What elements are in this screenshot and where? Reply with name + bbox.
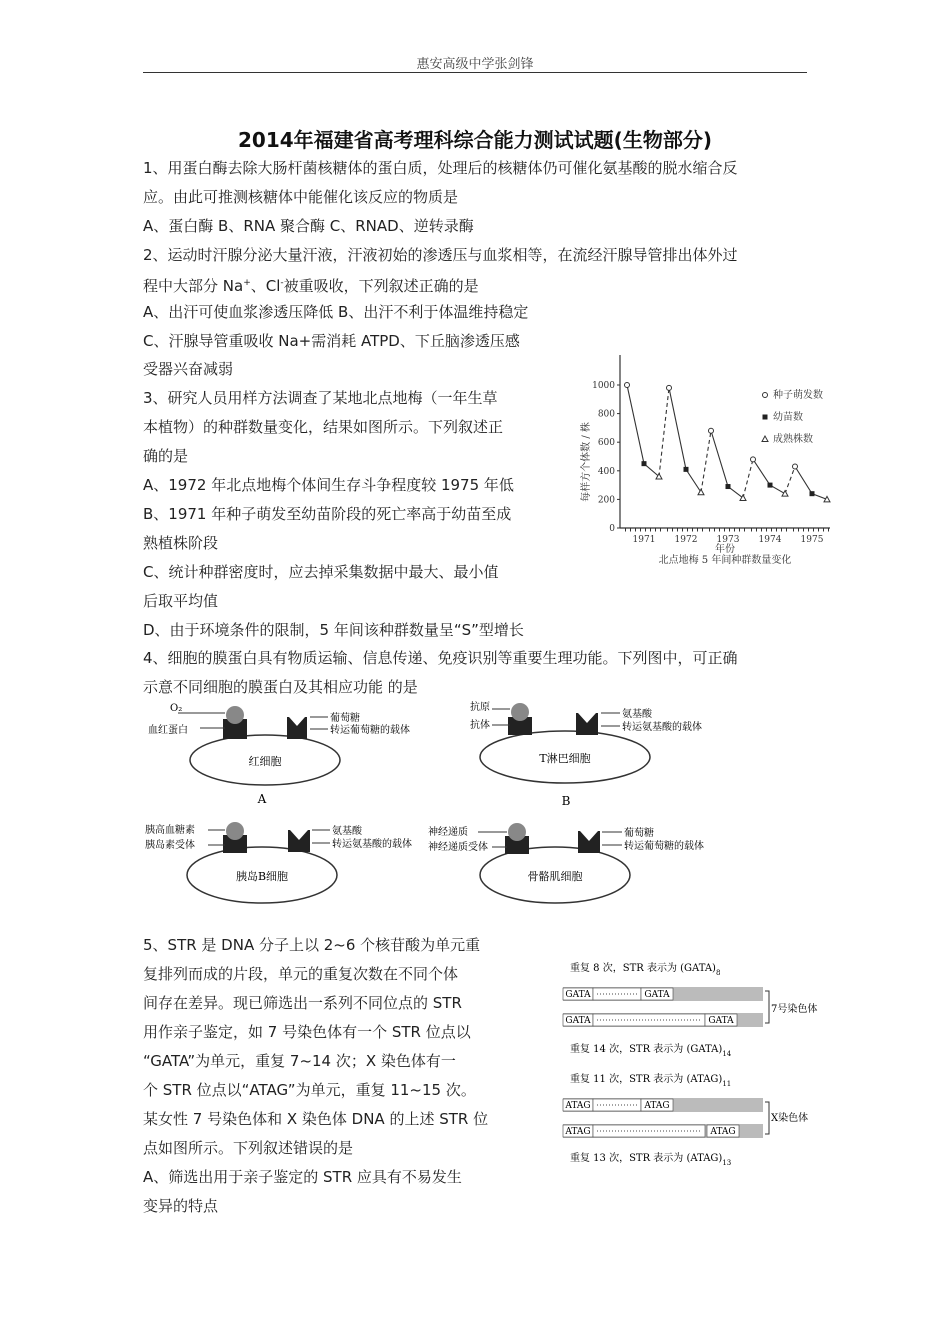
chart-ylabel: 每样方个体数 / 株 xyxy=(581,422,592,502)
series-line-within-year xyxy=(669,388,701,492)
q1-line2: 应。由此可推测核糖体中能催化该反应的物质是 xyxy=(143,188,459,206)
panel-c-cell-label: 胰岛B细胞 xyxy=(235,870,289,883)
y-tick-label: 800 xyxy=(597,409,615,420)
q2-options-ab: A、出汗可使血浆渗透压降低 B、出汗不利于体温维持稳定 xyxy=(143,303,529,321)
q2-line2 xyxy=(143,272,479,297)
series-line-between-years xyxy=(659,388,669,477)
panel-a-left-label2: 血红蛋白 xyxy=(148,725,188,736)
str-chr7-name: 7号染色体 xyxy=(771,1004,818,1015)
panel-d-left-label1: 神经递质 xyxy=(428,827,468,838)
page-header: 惠安高级中学张剑锋 xyxy=(416,57,534,72)
x-tick-label: 1973 xyxy=(716,535,740,545)
panel-a-cell-label: 红细胞 xyxy=(248,755,282,768)
panel-b-right-label1: 氨基酸 xyxy=(622,709,652,720)
panel-c-glucagon xyxy=(226,822,244,840)
panel-a xyxy=(148,703,410,806)
str-chrx-name: X染色体 xyxy=(771,1113,809,1124)
panel-c xyxy=(145,822,412,903)
series-line-within-year xyxy=(753,459,785,493)
panel-b-left-label1: 抗原 xyxy=(470,702,490,713)
q2-line2-b: 、Cl xyxy=(250,277,281,295)
q3-line2: 本植物）的种群数量变化，结果如图所示。下列叙述正 xyxy=(143,418,504,436)
q2-sup-plus: + xyxy=(243,278,251,288)
y-tick-label: 600 xyxy=(597,438,615,449)
q5-line6: 个 STR 位点以“ATAG”为单元，重复 11~15 次。 xyxy=(143,1081,476,1099)
str-chr7-unit2-left: GATA xyxy=(565,1016,591,1026)
header-rule xyxy=(143,72,807,73)
q2-option-c1: C、汗腺导管重吸收 Na+需消耗 ATPD、下丘脑渗透压感 xyxy=(143,332,520,350)
legend-label: 种子萌发数 xyxy=(773,390,823,401)
x-tick-label: 1975 xyxy=(800,535,824,545)
q5-line1: 5、STR 是 DNA 分子上以 2~6 个核苷酸为单元重 xyxy=(143,936,481,954)
q3-option-c1: C、统计种群密度时，应去掉采集数据中最大、最小值 xyxy=(143,563,499,581)
str-chrx-unit1-right: ATAG xyxy=(644,1101,670,1111)
str-chrx-unit2-right: ATAG xyxy=(710,1127,736,1137)
q3-option-a: A、1972 年北点地梅个体间生存斗争程度较 1975 年低 xyxy=(143,476,514,494)
panel-a-letter: A xyxy=(257,792,267,806)
seedling-point xyxy=(810,491,815,496)
panel-d-right-label2: 转运葡萄糖的载体 xyxy=(624,841,704,852)
q2-option-c2: 受器兴奋减弱 xyxy=(143,360,234,378)
y-tick-label: 1000 xyxy=(592,381,615,391)
chart-xlabel: 年份 xyxy=(715,544,735,555)
panel-d xyxy=(428,823,704,903)
x-tick-label: 1972 xyxy=(674,535,698,545)
legend-circle-marker xyxy=(763,393,768,398)
str-chr7-label-bottom: 重复 14 次，STR 表示为 $(GATA)_{14}$ xyxy=(570,1044,732,1058)
q5-option-a1: A、筛选出用于亲子鉴定的 STR 应具有不易发生 xyxy=(143,1168,462,1186)
y-tick-label: 200 xyxy=(597,495,615,506)
q5-line3: 间存在差异。现已筛选出一系列不同位点的 STR xyxy=(143,994,462,1012)
q3-option-d: D、由于环境条件的限制，5 年间该种群数量呈“S”型增长 xyxy=(143,621,524,639)
series-line-between-years xyxy=(743,459,753,498)
x-tick-label: 1971 xyxy=(632,535,656,545)
str-figure xyxy=(555,955,825,1170)
q3-option-b1: B、1971 年种子萌发至幼苗阶段的死亡率高于幼苗至成 xyxy=(143,505,512,523)
legend-label: 成熟株数 xyxy=(773,434,813,445)
q4-line1: 4、细胞的膜蛋白具有物质运输、信息传递、免疫识别等重要生理功能。下列图中，可正确 xyxy=(143,649,738,667)
panel-b-right-label2: 转运氨基酸的载体 xyxy=(622,722,702,733)
panel-d-neurotransmitter xyxy=(508,823,526,841)
seedling-point xyxy=(642,461,647,466)
legend-square-marker xyxy=(763,415,768,420)
q5-line5: “GATA”为单元，重复 7~14 次；X 染色体有一 xyxy=(143,1052,456,1070)
panel-a-right-label2: 转运葡萄糖的载体 xyxy=(330,725,410,736)
y-tick-label: 0 xyxy=(609,524,615,534)
q5-line2: 复排列而成的片段，单元的重复次数在不同个体 xyxy=(143,965,459,983)
panel-b-letter: B xyxy=(561,794,571,808)
panel-b xyxy=(470,700,702,808)
membrane-protein-figure xyxy=(140,695,840,917)
q2-line2-a: 程中大部分 Na xyxy=(143,277,244,295)
panel-d-left-label2: 神经递质受体 xyxy=(428,842,488,853)
panel-d-cell-label: 骨骼肌细胞 xyxy=(527,870,583,883)
panel-b-antigen xyxy=(511,703,529,721)
panel-c-right-label2: 转运氨基酸的载体 xyxy=(332,839,412,850)
seed-germination-point xyxy=(709,428,714,433)
seed-germination-point xyxy=(625,383,630,388)
q1-line1: 1、用蛋白酶去除大肠杆菌核糖体的蛋白质，处理后的核糖体仍可催化氨基酸的脱水缩合反 xyxy=(143,159,738,177)
q3-option-b2: 熟植株阶段 xyxy=(143,534,219,552)
str-chr7-unit1-right: GATA xyxy=(644,990,670,1000)
str-chrx-unit2-left: ATAG xyxy=(565,1127,591,1137)
panel-c-left-label1: 胰高血糖素 xyxy=(145,825,195,836)
q1-options: A、蛋白酶 B、RNA 聚合酶 C、RNAD、逆转录酶 xyxy=(143,217,474,235)
panel-a-left-label1: O₂ xyxy=(170,703,183,714)
mature-plant-point xyxy=(782,491,788,497)
legend-label: 幼苗数 xyxy=(773,412,803,423)
str-chrx-label-top: 重复 11 次，STR 表示为 $(ATAG)_{11}$ xyxy=(570,1074,732,1088)
population-chart xyxy=(575,350,845,565)
panel-d-right-label1: 葡萄糖 xyxy=(624,828,654,839)
str-chrx-unit1-left: ATAG xyxy=(565,1101,591,1111)
q2-sup-minus: - xyxy=(280,278,284,288)
q2-line2-c: 被重吸收，下列叙述正确的是 xyxy=(283,277,479,295)
panel-c-left-label2: 胰岛素受体 xyxy=(145,840,195,851)
panel-a-o2-molecule xyxy=(226,706,244,724)
x-tick-label: 1974 xyxy=(758,535,782,545)
seed-germination-point xyxy=(793,464,798,469)
q2-line1: 2、运动时汗腺分泌大量汗液，汗液初始的渗透压与血浆相等，在流经汗腺导管排出体外过 xyxy=(143,246,738,264)
q3-line1: 3、研究人员用样方法调查了某地北点地梅（一年生草 xyxy=(143,389,498,407)
seed-germination-point xyxy=(751,457,756,462)
series-line-between-years xyxy=(785,467,795,494)
panel-c-right-label1: 氨基酸 xyxy=(332,826,362,837)
panel-b-left-label2: 抗体 xyxy=(470,720,490,731)
seedling-point xyxy=(768,483,773,488)
q3-option-c2: 后取平均值 xyxy=(143,592,219,610)
str-chrx-label-bottom: 重复 13 次，STR 表示为 $(ATAG)_{13}$ xyxy=(570,1153,732,1167)
legend-triangle-marker xyxy=(762,436,768,442)
series-line-between-years xyxy=(701,431,711,492)
q5-line8: 点如图所示。下列叙述错误的是 xyxy=(143,1139,354,1157)
chart-title: 北点地梅 5 年间种群数量变化 xyxy=(658,555,792,565)
str-chr7-unit2-right: GATA xyxy=(708,1016,734,1026)
str-chr7-unit1-left: GATA xyxy=(565,990,591,1000)
q5-line7: 某女性 7 号染色体和 X 染色体 DNA 的上述 STR 位 xyxy=(143,1110,489,1128)
y-tick-label: 400 xyxy=(597,466,615,477)
panel-b-cell-label: T淋巴细胞 xyxy=(539,752,591,765)
seedling-point xyxy=(726,484,731,489)
document-title: 2014年福建省高考理科综合能力测试试题(生物部分) xyxy=(238,128,712,152)
seedling-point xyxy=(684,467,689,472)
seed-germination-point xyxy=(667,385,672,390)
q5-line4: 用作亲子鉴定，如 7 号染色体有一个 STR 位点以 xyxy=(143,1023,471,1041)
q5-option-a2: 变异的特点 xyxy=(143,1197,219,1215)
mature-plant-point xyxy=(698,489,704,495)
panel-a-right-label1: 葡萄糖 xyxy=(330,713,360,724)
q4-line2: 示意不同细胞的膜蛋白及其相应功能 的是 xyxy=(143,678,418,696)
str-chr7-label-top: 重复 8 次，STR 表示为 $(GATA)_8$ xyxy=(570,963,721,977)
q3-line3: 确的是 xyxy=(143,447,189,465)
